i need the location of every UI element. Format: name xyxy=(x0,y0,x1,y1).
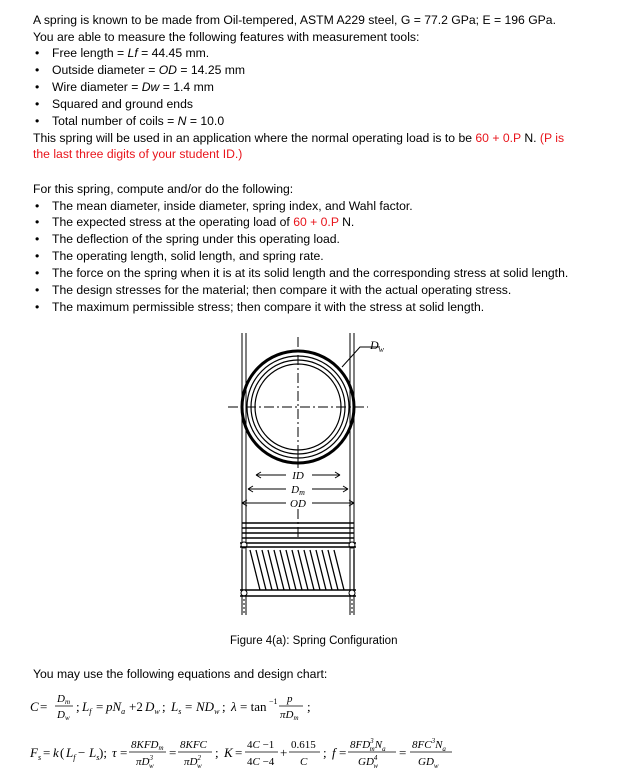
measurement-statement: You are able to measure the following features with measurement tools: xyxy=(33,29,420,44)
svg-text:);: ); xyxy=(99,745,107,760)
bullet-icon: • xyxy=(35,299,40,314)
svg-text:4C −1: 4C −1 xyxy=(247,739,275,751)
svg-text:Lf: $L_f$ xyxy=(66,745,76,762)
svg-text:0.615: 0.615 xyxy=(291,739,316,751)
task-item: • The operating length, solid length, and spring rate. xyxy=(35,249,324,264)
svg-text:pNa: $pN_a$ xyxy=(106,699,126,716)
bullet-icon: • xyxy=(35,232,40,247)
bullet-icon: • xyxy=(35,215,40,230)
svg-text:f: f xyxy=(332,745,336,760)
svg-text:GDw: $GD_w$ xyxy=(418,756,439,770)
svg-text:(: ( xyxy=(60,745,65,760)
equations-intro: You may use the following equations and design chart: xyxy=(33,667,328,681)
bullet-icon: • xyxy=(35,283,40,298)
svg-text:;: ; xyxy=(307,699,311,714)
svg-text:−: − xyxy=(78,745,86,760)
svg-text:GD4w: $GD^4$ w xyxy=(358,754,379,770)
svg-text:Fs: $F_s$ xyxy=(30,745,42,762)
feature-list xyxy=(33,45,623,130)
task-item: • The design stresses for the material; then compare it with the actual operating stress. xyxy=(35,283,512,298)
svg-text:K: K xyxy=(224,745,233,760)
svg-text:Dw: Dw xyxy=(57,709,70,722)
svg-text:;: ; xyxy=(323,745,327,760)
svg-text:8KFDm: 8KFDm xyxy=(131,739,164,752)
task-item: • The force on the spring when it is at its solid length and the corresponding stress at solid length. xyxy=(35,266,569,281)
task-section xyxy=(33,181,623,316)
task-item: • The mean diameter, inside diameter, spring index, and Wahl factor. xyxy=(35,198,413,213)
task-item: • The maximum permissible stress; then compare it with the stress at solid length. xyxy=(35,299,485,314)
svg-text:8KFC: 8KFC xyxy=(180,739,207,751)
inside-diameter-label: ID xyxy=(292,470,304,482)
bullet-icon: • xyxy=(35,113,40,128)
svg-text:;: ; xyxy=(215,745,219,760)
svg-text:k: k xyxy=(53,745,59,760)
svg-text:Dw: $D_w$ xyxy=(145,699,160,716)
svg-text:Lf: $L_f$ xyxy=(82,699,92,716)
student-id-note-cont: the last three digits of your student ID.) xyxy=(33,147,243,162)
svg-text:p: p xyxy=(287,693,293,705)
svg-text:=: = xyxy=(43,745,51,760)
task-item: • The expected stress at the operating load of 60 + 0.P N. xyxy=(35,215,355,230)
svg-text:=: = xyxy=(185,699,193,714)
feature-free-length: • Free length = Lf = 44.45 mm. xyxy=(35,46,210,60)
spring-equations xyxy=(28,685,628,775)
svg-text:=: = xyxy=(40,699,48,714)
operating-load: 60 + 0.P xyxy=(475,130,521,145)
svg-text:;: ; xyxy=(162,699,166,714)
svg-text:+2: +2 xyxy=(129,699,143,714)
svg-text:λ: λ xyxy=(231,699,237,714)
figure-caption: Figure 4(a): Spring Configuration xyxy=(230,635,398,647)
svg-text:8FD3mNa: $8FD^3$ $mN_a$ xyxy=(350,737,386,753)
bullet-icon: • xyxy=(35,96,40,111)
spring-configuration-figure xyxy=(210,325,410,625)
svg-text:πD3w: $\pi D^3$ w xyxy=(136,754,154,770)
wire-sections-bottom xyxy=(240,590,356,615)
svg-text:=: = xyxy=(169,745,177,760)
bullet-icon: • xyxy=(35,249,40,264)
student-id-note: (P is xyxy=(539,130,565,145)
bullet-icon: • xyxy=(35,198,40,213)
svg-text:;: ; xyxy=(222,699,226,714)
svg-text:=: = xyxy=(235,745,243,760)
mean-diameter-label: Dm xyxy=(291,484,305,497)
material-statement: A spring is known to be made from Oil-tempered, ASTM A229 steel, G = 77.2 GPa; E = 196 GPa. xyxy=(33,13,556,27)
equation-line-2 xyxy=(29,737,452,770)
feature-total-coils: • Total number of coils = N = 10.0 xyxy=(35,113,225,128)
wire-diameter-label: $D_w$ xyxy=(370,338,385,354)
bullet-icon: • xyxy=(35,46,40,60)
bullet-icon: • xyxy=(35,79,40,94)
svg-text:4C −4: 4C −4 xyxy=(247,756,275,768)
bullet-icon: • xyxy=(35,62,40,77)
task-item: • The deflection of the spring under this operating load. xyxy=(35,232,340,247)
task-list xyxy=(33,198,623,316)
svg-text:πD2w: $\pi D^2$ w xyxy=(184,754,202,770)
svg-text:;: ; xyxy=(76,699,80,714)
svg-text:πDm: πDm xyxy=(280,709,299,722)
svg-text:C: C xyxy=(30,699,39,714)
bullet-icon: • xyxy=(35,266,40,281)
svg-text:τ: τ xyxy=(112,745,117,760)
spring-end-view xyxy=(228,337,380,483)
svg-text:C: C xyxy=(300,756,308,768)
application-statement: This spring will be used in an application where the normal operating load is to be 60 + 0.P N. (P is xyxy=(33,130,565,145)
feature-wire-diameter: • Wire diameter = Dw = 1.4 mm xyxy=(35,79,214,94)
equation-line-1 xyxy=(30,693,311,722)
svg-text:Ls: $L_s$ xyxy=(89,745,100,762)
wire-sections-top xyxy=(240,542,356,548)
svg-text:−1: −1 xyxy=(269,697,278,706)
svg-text:Dm: Dm xyxy=(57,693,71,706)
feature-outside-diameter: • Outside diameter = OD = 14.25 mm xyxy=(35,62,246,77)
task-heading: For this spring, compute and/or do the following: xyxy=(33,182,294,196)
svg-text:=: = xyxy=(96,699,104,714)
outside-diameter-label: OD xyxy=(290,498,306,510)
svg-text:Ls: $L_s$ xyxy=(171,699,182,716)
svg-text:NDw: $ND_w$ xyxy=(196,699,220,716)
problem-intro xyxy=(33,12,623,163)
svg-text:=: = xyxy=(339,745,347,760)
svg-text:8FC3Na: $8FC^3N_a$ xyxy=(412,737,446,753)
svg-text:= tan: = tan xyxy=(240,699,267,714)
svg-text:+: + xyxy=(280,745,288,760)
solid-coils xyxy=(242,550,354,590)
svg-text:=: = xyxy=(120,745,128,760)
svg-text:=: = xyxy=(399,745,407,760)
feature-ends: • Squared and ground ends xyxy=(35,96,193,111)
